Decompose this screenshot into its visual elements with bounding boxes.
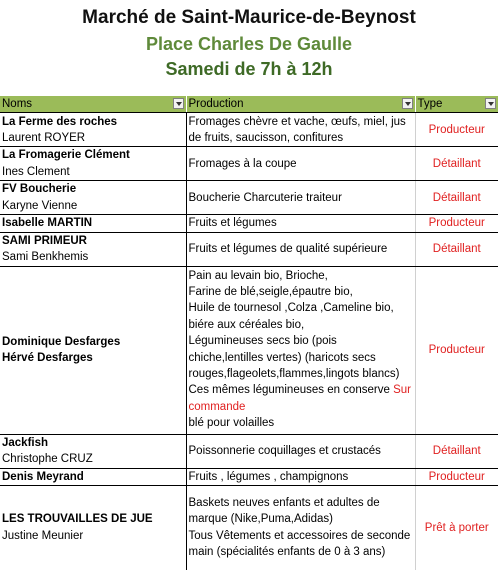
type-cell[interactable]: Détaillant — [415, 181, 498, 215]
type-cell[interactable]: Producteur — [415, 113, 498, 147]
table-row — [0, 215, 498, 232]
name-cell[interactable]: La Fromagerie Clément Ines Clement — [0, 147, 186, 181]
title-block — [0, 0, 498, 96]
production-cell[interactable]: Fromages chèvre et vache, œufs, miel, jus de fruits, saucisson, confitures — [186, 113, 415, 147]
production-cell[interactable]: Fruits et légumes de qualité supérieure — [186, 232, 415, 266]
name-cell[interactable]: SAMI PRIMEUR Sami Benkhemis — [0, 232, 186, 266]
vendors-table — [0, 96, 498, 570]
production-cell[interactable]: Fruits , légumes , champignons — [186, 468, 415, 485]
name-cell[interactable]: Jackfish Christophe CRUZ — [0, 434, 186, 468]
table-row — [0, 434, 498, 468]
type-cell[interactable]: Producteur — [415, 215, 498, 232]
column-header-noms: Noms — [0, 96, 186, 113]
production-cell[interactable]: Fruits et légumes — [186, 215, 415, 232]
name-cell[interactable]: Isabelle MARTIN — [0, 215, 186, 232]
filter-dropdown-icon[interactable] — [485, 98, 496, 109]
production-cell[interactable]: Fromages à la coupe — [186, 147, 415, 181]
order-note: Sur commande — [188, 384, 411, 413]
column-header-type: Type — [415, 96, 498, 113]
table-row — [0, 266, 498, 434]
type-cell[interactable]: Prêt à porter — [424, 521, 489, 534]
name-cell[interactable]: La Ferme des roches Laurent ROYER — [0, 113, 186, 147]
market-schedule: Samedi de 7h à 12h — [165, 59, 333, 79]
market-location: Place Charles De Gaulle — [145, 34, 353, 54]
production-cell[interactable]: Boucherie Charcuterie traiteur — [186, 181, 415, 215]
type-cell[interactable]: Producteur — [415, 266, 498, 434]
name-cell[interactable]: FV Boucherie Karyne Vienne — [0, 181, 186, 215]
table-row — [0, 147, 498, 181]
production-cell[interactable]: Baskets neuves enfants et adultes de marque (Nike,Puma,Adidas) Tous Vêtements et accessoires de seconde main (spécialités enfants de 0 à 3 ans) — [186, 486, 415, 570]
table-row — [0, 468, 498, 485]
header-row — [0, 96, 498, 113]
table-row — [0, 232, 498, 266]
filter-dropdown-icon[interactable] — [173, 98, 184, 109]
name-cell[interactable]: LES TROUVAILLES DE JUE Justine Meunier — [0, 486, 186, 570]
table-row — [0, 113, 498, 147]
production-cell[interactable]: Pain au levain bio, Brioche, Farine de blé,seigle,épautre bio, Huile de tournesol ,Colza ,Cameline bio, biére aux céréales bio, Légumineuses secs bio (pois chiche,lentilles vertes) (haricots secs rouges,flageolets,flammes,lingots blancs) Ces mêmes légumineuses en conserve Sur commande blé pour volailles — [186, 266, 415, 434]
production-cell[interactable]: Poissonnerie coquillages et crustacés — [186, 434, 415, 468]
table-row — [0, 181, 498, 215]
filter-dropdown-icon[interactable] — [402, 98, 413, 109]
type-cell[interactable]: Détaillant — [415, 434, 498, 468]
column-header-production: Production — [186, 96, 415, 113]
type-cell[interactable]: Producteur — [415, 468, 498, 485]
table-row — [0, 486, 498, 570]
name-cell[interactable]: Dominique Desfarges Hérvé Desfarges — [0, 266, 186, 434]
market-title: Marché de Saint-Maurice-de-Beynost — [82, 7, 416, 28]
type-cell[interactable]: Détaillant — [415, 147, 498, 181]
name-cell[interactable]: Denis Meyrand — [0, 468, 186, 485]
type-cell[interactable]: Détaillant — [415, 232, 498, 266]
